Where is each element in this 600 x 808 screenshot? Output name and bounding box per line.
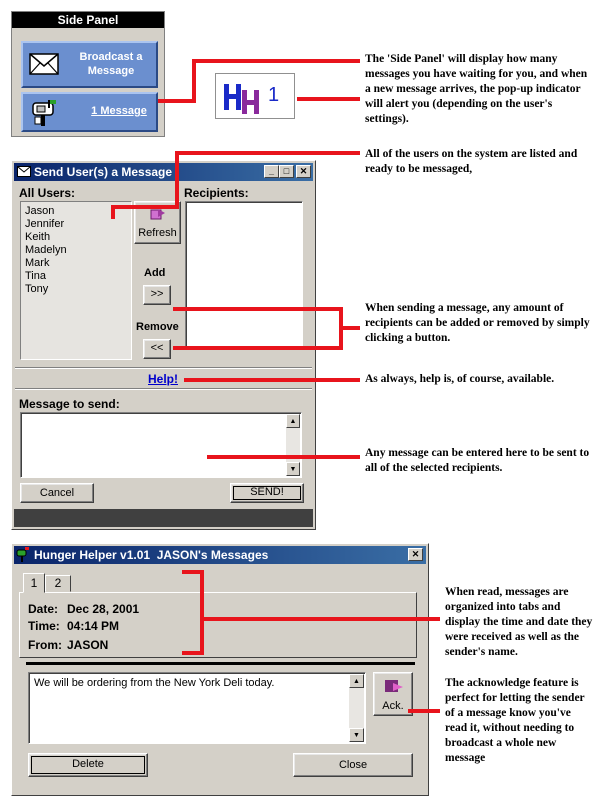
send-dialog-titlebar [14,163,313,181]
connector [173,346,341,350]
message-input[interactable] [20,412,302,478]
ack-note: The acknowledge feature is perfect for letting the sender of a message know you've read it, without needing to broadcast a whole new message [445,677,585,764]
time-value: 04:14 PM [67,619,120,633]
recipients-label: Recipients: [184,186,249,200]
send-dialog-title: Send User(s) a Message [34,165,173,179]
envelope-icon [29,53,59,75]
add-label: Add [144,267,166,279]
connector [207,455,360,459]
message-note: Any message can be entered here to be sent to all of the selected recipients. [365,447,590,474]
connector [192,59,360,63]
help-link[interactable]: Help! [148,372,178,386]
popup-indicator [215,73,295,119]
maximize-button[interactable]: □ [279,165,294,178]
scroll-down-icon[interactable]: ▼ [349,728,364,742]
envelope-small-icon [17,166,31,177]
connector [408,709,440,713]
list-item[interactable]: Tina [25,270,46,282]
remove-button[interactable]: << [143,339,171,359]
divider [15,388,312,390]
users-list[interactable] [20,201,132,360]
message-view-scrollbar[interactable] [349,674,364,742]
from-value: JASON [67,638,109,652]
help-note: As always, help is, of course, available. [365,373,555,385]
messages-title: Hunger Helper v1.01 JASON's Messages [34,548,269,562]
ack-button[interactable] [373,672,413,716]
close-icon[interactable]: ✕ [296,165,311,178]
delete-button[interactable]: Delete [28,753,148,777]
close-button[interactable]: Close [293,753,413,777]
connector [192,59,196,103]
broadcast-label: Broadcast a Message [79,51,143,77]
message-scrollbar[interactable] [286,414,300,476]
add-button[interactable]: >> [143,285,171,305]
message-view[interactable] [28,672,366,744]
ack-icon [384,678,404,696]
cancel-button[interactable]: Cancel [20,483,94,503]
message-label: Message to send: [19,397,120,411]
refresh-icon [150,207,166,223]
messages-label[interactable]: 1 Message [91,105,147,117]
divider [26,662,415,665]
side-panel-title: Side Panel [12,12,164,28]
list-item[interactable]: Mark [25,257,50,269]
minimize-button[interactable]: _ [264,165,279,178]
connector [175,151,179,209]
time-label: Time: [28,619,60,633]
messages-titlebar [14,546,426,564]
send-button[interactable]: SEND! [230,483,304,503]
date-value: Dec 28, 2001 [67,602,140,616]
divider [15,367,312,369]
mailbox-small-icon [16,547,30,562]
connector [200,617,440,621]
scroll-up-icon[interactable]: ▲ [286,414,300,428]
recipients-list[interactable] [185,201,303,347]
list-item[interactable]: Jennifer [25,218,65,230]
tabs-note: When read, messages are organized into tabs and display the time and date they were received as well as the sender's name. [445,586,593,658]
connector [175,151,360,155]
tab-2[interactable]: 2 [45,575,71,592]
connector [158,99,196,103]
refresh-label: Refresh [138,227,177,239]
connector [297,97,360,101]
connector [200,570,204,655]
users-note: All of the users on the system are listed and ready to be messaged, [365,148,578,175]
connector [111,205,179,209]
list-item[interactable]: Tony [25,283,49,295]
send-dialog [11,160,316,530]
all-users-label: All Users: [19,186,76,200]
list-item[interactable]: Jason [25,205,55,217]
side-panel [11,11,165,137]
tab-1[interactable]: 1 [23,573,45,593]
scroll-up-icon[interactable]: ▲ [349,674,364,688]
date-label: Date: [28,602,59,616]
broadcast-button[interactable] [21,41,158,88]
messages-button[interactable] [21,92,158,132]
scroll-down-icon[interactable]: ▼ [286,462,300,476]
from-label: From: [28,638,62,652]
list-item[interactable]: Madelyn [25,244,67,256]
remove-label: Remove [136,321,179,333]
connector [173,307,341,311]
messages-window [11,543,429,796]
indicator-count: 1 [268,84,280,106]
side-panel-note: The 'Side Panel' will display how many messages you have waiting for you, and when a new message arrives, the pop-up indicator will alert you (depending on the user's settings). [365,53,588,125]
status-bar [14,509,313,527]
message-text: We will be ordering from the New York Deli today. [34,677,275,689]
connector [184,378,360,382]
list-item[interactable]: Keith [25,231,51,243]
mailbox-icon [30,98,60,128]
recipients-note: When sending a message, any amount of recipients can be added or removed by simply clicking a button. [365,302,590,344]
close-icon[interactable]: ✕ [408,548,423,561]
ack-label: Ack. [382,700,404,712]
hh-logo-icon [222,81,262,115]
connector [339,326,360,330]
